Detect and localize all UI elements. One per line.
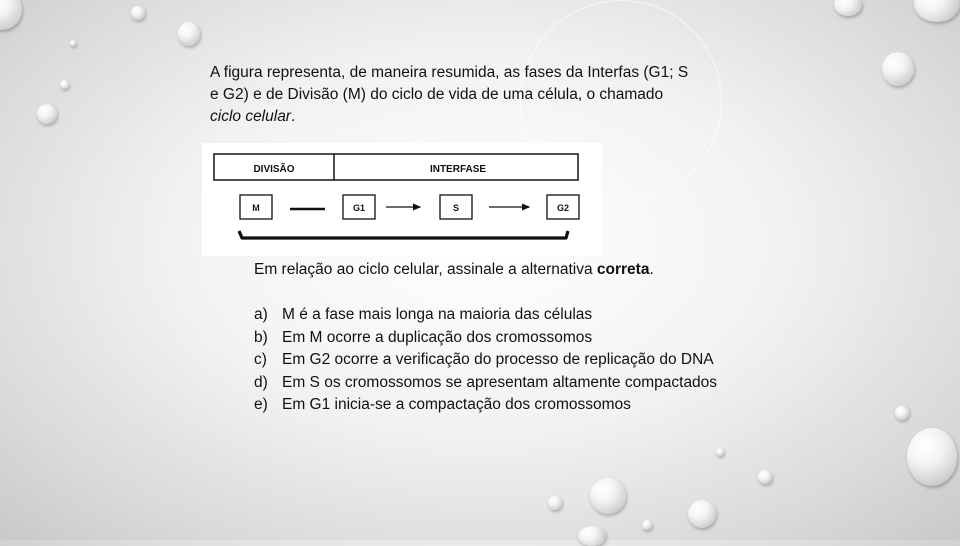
answer-options: [254, 304, 717, 417]
option-text: Em G1 inicia-se a compactação dos cromossomos: [282, 396, 631, 413]
water-drop: [70, 40, 76, 46]
answer-option[interactable]: [254, 394, 717, 417]
water-drop: [758, 470, 772, 484]
phase-label-g1: G1: [352, 203, 366, 213]
water-drop: [590, 478, 626, 514]
option-letter: b): [254, 328, 268, 346]
water-drop: [834, 0, 862, 16]
option-text: Em G2 ocorre a verificação do processo de replicação do DNA: [282, 351, 714, 368]
option-letter: e): [254, 396, 268, 413]
water-drop: [688, 500, 716, 528]
water-drop: [642, 520, 652, 530]
answer-option[interactable]: [254, 349, 717, 372]
phase-label-m: M: [252, 203, 260, 213]
intro-text-end: .: [290, 108, 296, 125]
water-drop: [0, 0, 22, 30]
option-letter: a): [254, 306, 268, 323]
answer-option[interactable]: [254, 372, 717, 395]
cell-cycle-diagram: [202, 143, 602, 256]
cycle-return-bracket: [239, 231, 568, 238]
water-drop: [131, 6, 145, 20]
answer-option[interactable]: [254, 327, 717, 350]
water-drop: [882, 52, 914, 86]
question-text: [254, 261, 654, 279]
water-drop: [895, 406, 909, 420]
water-drop: [37, 104, 57, 124]
answer-option[interactable]: [254, 304, 717, 327]
water-drop: [914, 0, 960, 22]
option-letter: d): [254, 373, 268, 391]
intro-emphasis: ciclo celular: [210, 108, 291, 125]
water-drop: [716, 448, 724, 456]
division-header-label: DIVISÃO: [253, 164, 295, 175]
water-drop: [548, 496, 562, 510]
option-text: M é a fase mais longa na maioria das células: [282, 306, 593, 323]
water-drop: [578, 526, 606, 546]
intro-text: A figura representa, de maneira resumida, as fases da Interfas (G1; S e G2) e de Divisão (M) do ciclo de vida de uma célula, o chamado: [210, 64, 689, 103]
water-drop: [60, 80, 69, 89]
phase-label-s: S: [452, 203, 460, 213]
water-drop: [178, 22, 200, 46]
option-text: Em M ocorre a duplicação dos cromossomos: [282, 328, 593, 346]
option-letter: c): [254, 351, 267, 368]
phase-label-g2: G2: [556, 203, 570, 213]
interphase-header-label: INTERFASE: [429, 164, 487, 175]
option-text: Em S os cromossomos se apresentam altamente compactados: [282, 373, 718, 391]
cell-cycle-figure: [202, 143, 602, 256]
intro-paragraph: [210, 62, 690, 128]
question-end: .: [649, 261, 654, 278]
question-body: Em relação ao ciclo celular, assinale a alternativa: [254, 261, 597, 278]
water-drop: [907, 428, 957, 486]
question-emphasis: correta: [596, 261, 650, 278]
